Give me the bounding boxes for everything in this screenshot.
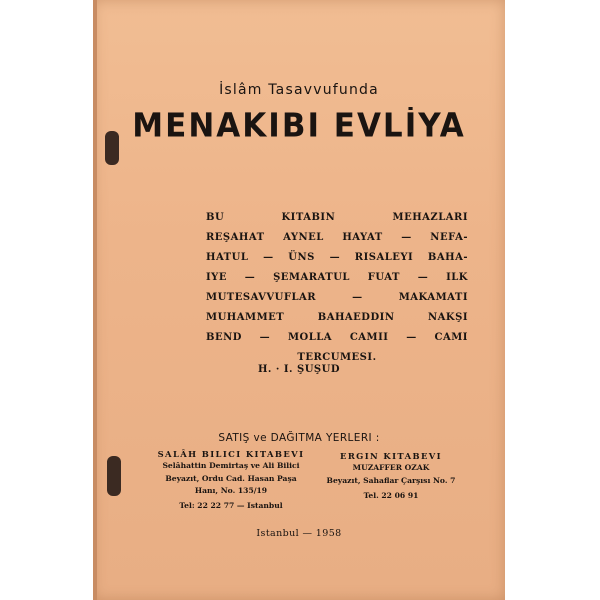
sources-line: MUTESAVVUFLAR — MAKAMATI <box>206 292 468 303</box>
seller-right-tel: Tel. 22 06 91 <box>363 490 419 500</box>
seller-right-name: ERGIN KITABEVI <box>340 451 442 461</box>
distribution-heading: SATIŞ ve DAĞITMA YERLERI : <box>218 432 380 444</box>
seller-left-line: Hanı, No. 135/19 <box>194 485 268 495</box>
sources-line: BU KITABIN MEHAZLARI <box>206 212 468 223</box>
author-name: H. · I. ŞUŞUD <box>257 364 341 375</box>
sources-line: BEND — MOLLA CAMII — CAMI <box>206 332 468 343</box>
sources-line: MUHAMMET BAHAEDDIN NAKŞI <box>206 312 468 323</box>
binding-hole-bottom <box>107 456 121 496</box>
publication-place-year: Istanbul — 1958 <box>256 528 342 539</box>
sources-block <box>206 208 468 368</box>
sources-line: TERCUMESI. <box>297 352 377 363</box>
seller-left-line: Selâhattin Demirtaş ve Ali Bilici <box>162 461 300 471</box>
seller-right-line: Beyazıt, Sahaflar Çarşısı No. 7 <box>326 475 456 485</box>
seller-left-name: SALÂH BILICI KITABEVI <box>157 449 305 459</box>
cover-subtitle: İslâm Tasavvufunda <box>219 82 379 98</box>
sources-line: HATUL — ÜNS — RISALEYI BAHA- <box>206 252 468 263</box>
sources-line: IYE — ŞEMARATUL FUAT — ILK <box>206 272 468 283</box>
seller-left-tel: Tel: 22 22 77 — Istanbul <box>179 501 283 511</box>
seller-left <box>153 448 309 512</box>
book-cover <box>93 0 505 600</box>
seller-right-line: MUZAFFER OZAK <box>352 463 430 473</box>
sources-line: REŞAHAT AYNEL HAYAT — NEFA- <box>206 232 468 243</box>
seller-right <box>313 450 469 502</box>
seller-left-line: Beyazıt, Ordu Cad. Hasan Paşa <box>165 473 297 483</box>
cover-title: MENAKIBI EVLİYA <box>132 107 466 145</box>
